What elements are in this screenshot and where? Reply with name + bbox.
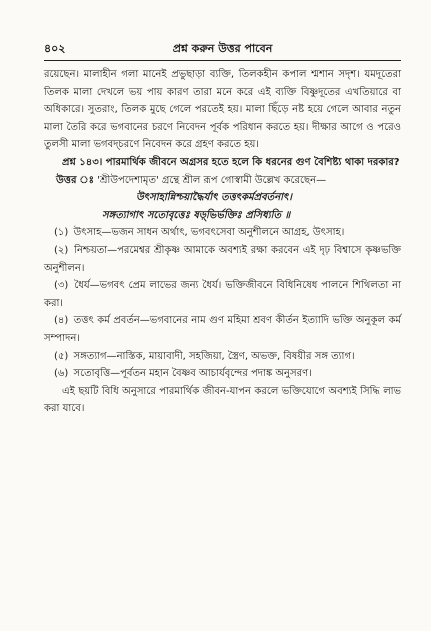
intro-paragraph: রয়েছেন। মালাহীন গলা মানেই প্রভুছাড়া ব্যক্তি, তিলকহীন কপাল শ্মশান সদৃশ। যমদূতেরা তিলক মালা দেখলে ভয় পায় কারণ তারা মনে করে এই ব্যক্তি বিষ্ণুদূতের এখতিয়ারে বা অধিকারে। সুতরাং, তিলক মুছে গেলে পরতেই হয়। মালা ছিঁড়ে নষ্ট হয়ে গেলে আবার নতুন মালা তৈরি করে ভগবানের চরণে নিবেদন পূর্বক পরিধান করতে হয়। দীক্ষার আগে ও পরেও তুলসী মালা ভগবদ্‌চরণে নিবেদন করে গ্রহণ করতে হয়। (44, 69, 401, 151)
header-rule (44, 60, 401, 61)
page-header (44, 40, 401, 56)
verse-line-2: সঙ্গত্যাগাৎ সতোবৃত্তেঃ ষড়্‌ভির্ভক্তিঃ প্রসিধ্যতি ॥ (102, 209, 291, 221)
list-item (44, 365, 401, 383)
list-item (44, 242, 401, 277)
verse-line-1: উৎসাহান্নিশ্চয়াদ্ধৈর্যাৎ তত্তৎকর্মপ্রবর্তনাৎ। (136, 192, 292, 204)
list-item (44, 224, 401, 242)
page-number: ৪০২ (44, 42, 66, 55)
list-item-number: (৫) (54, 350, 69, 362)
list-item-text: সঙ্গত্যাগ—নাস্তিক, মায়াবাদী, সহজিয়া, স্ত্রৈণ, অভক্ত, বিষয়ীর সঙ্গ ত্যাগ। (73, 350, 355, 362)
list-item (44, 348, 401, 366)
running-head: প্রশ্ন করুন উত্তর পাবেন (172, 42, 273, 55)
list-item-number: (৩) (54, 280, 69, 292)
list-item-text: নিশ্চয়তা—পরমেশ্বর শ্রীকৃষ্ণ আমাকে অবশ্যই রক্ষা করবেন এই দৃঢ় বিশ্বাসে কৃষ্ণভক্তি অনুশীলন। (44, 244, 402, 274)
page-body (44, 66, 401, 418)
list-item (44, 312, 401, 347)
list-item-text: সতোবৃত্তি—পূর্বতন মহান বৈষ্ণব আচার্যবৃন্দের পদাঙ্ক অনুসরণ। (73, 368, 312, 380)
list-item-number: (২) (54, 244, 69, 256)
list-item-number: (৬) (54, 368, 69, 380)
answer-text: 'শ্রীউপদেশামৃত' গ্রন্থে শ্রীল রূপ গোস্বামী উল্লেখ করেছেন— (97, 174, 327, 186)
closing-paragraph: এই ছয়টি বিধি অনুসারে পারমার্থিক জীবন-যাপন করলে ভক্তিযোগে অবশ্যই সিদ্ধি লাভ করা যাবে। (44, 385, 401, 415)
answer-label: উত্তর ঃ (56, 174, 94, 186)
list-item (44, 277, 401, 312)
list-item-text: উৎসাহ—ভজন সাধন অর্থাৎ, ভগবৎসেবা অনুশীলনে আগ্রহ, উৎসাহ। (73, 227, 345, 239)
list-item-text: ধৈর্য—ভগবৎ প্রেম লাভের জন্য ধৈর্য। ভক্তিজীবনে বিধিনিষেধ পালনে শিথিলতা না করা। (44, 280, 401, 309)
list-item-text: তত্তৎ কর্ম প্রবর্তন—ভগবানের নাম গুণ মহিমা শ্রবণ কীর্তন ইত্যাদি ভক্তি অনুকূল কর্ম সম্পাদন। (44, 315, 401, 344)
question-heading: প্রশ্ন ১৪৩। পারমার্থিক জীবনে অগ্রসর হতে হলে কি ধরনের গুণ বৈশিষ্ট্য থাকা দরকার? (62, 156, 400, 168)
answer-intro (44, 172, 401, 190)
list-item-number: (৪) (54, 315, 69, 327)
list-item-number: (১) (54, 227, 69, 239)
